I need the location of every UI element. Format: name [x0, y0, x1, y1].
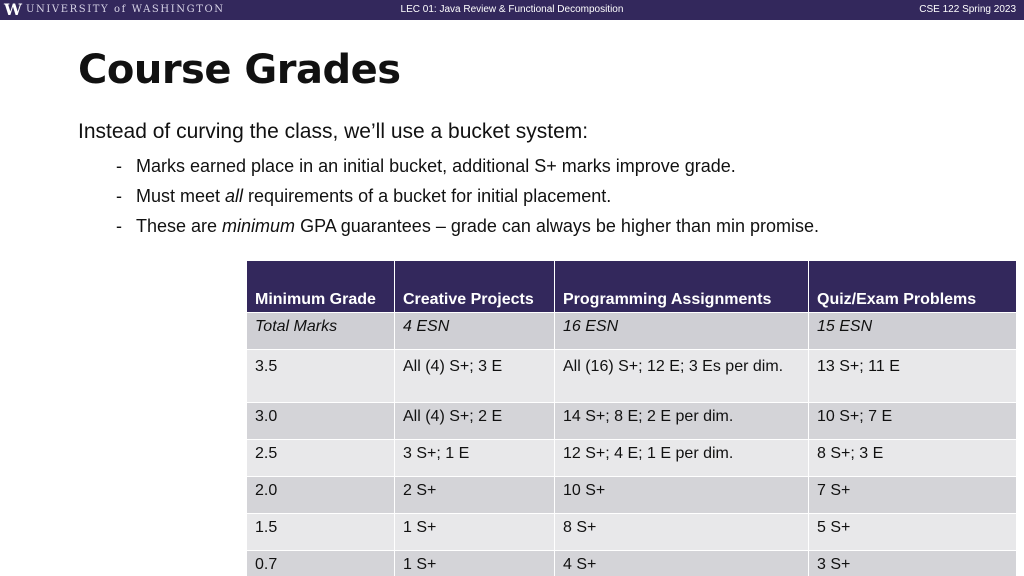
table-cell: 4 ESN	[395, 313, 555, 350]
table-cell: 1 S+	[395, 551, 555, 576]
table-cell: 4 S+	[555, 551, 809, 576]
column-header: Programming Assignments	[555, 261, 809, 313]
bullet-list	[116, 151, 819, 241]
table-cell: 1.5	[247, 514, 395, 551]
table-cell: 2.5	[247, 440, 395, 477]
column-header: Quiz/Exam Problems	[809, 261, 1017, 313]
table-header-row	[247, 261, 1017, 313]
table-row	[247, 551, 1017, 576]
uw-logo-icon: W	[4, 0, 22, 19]
table-cell: Total Marks	[247, 313, 395, 350]
table-cell: 13 S+; 11 E	[809, 350, 1017, 403]
bullet-item: - These are minimum GPA guarantees – grade can always be higher than min promise.	[116, 216, 820, 236]
table-cell: 16 ESN	[555, 313, 809, 350]
table-cell: 7 S+	[809, 477, 1017, 514]
table-cell: All (16) S+; 12 E; 3 Es per dim.	[555, 350, 809, 403]
table-cell: All (4) S+; 2 E	[395, 403, 555, 440]
table-cell: 10 S+	[555, 477, 809, 514]
table-row	[247, 440, 1017, 477]
column-header: Minimum Grade	[247, 261, 395, 313]
table-cell: 3 S+; 1 E	[395, 440, 555, 477]
grade-bucket-table	[246, 260, 1017, 576]
table-cell: 2.0	[247, 477, 395, 514]
table-cell: 3.0	[247, 403, 395, 440]
table-cell: 10 S+; 7 E	[809, 403, 1017, 440]
table-row	[247, 477, 1017, 514]
intro-text: Instead of curving the class, we’ll use a bucket system:	[78, 120, 589, 143]
table-cell: All (4) S+; 3 E	[395, 350, 555, 403]
table-cell: 15 ESN	[809, 313, 1017, 350]
table-cell: 12 S+; 4 E; 1 E per dim.	[555, 440, 809, 477]
page-title: Course Grades	[78, 47, 401, 93]
total-marks-row	[247, 313, 1017, 350]
bullet-item: - Marks earned place in an initial bucket, additional S+ marks improve grade.	[116, 156, 736, 176]
table-cell: 1 S+	[395, 514, 555, 551]
course-tag: CSE 122 Spring 2023	[919, 4, 1016, 15]
bullet-item: - Must meet all requirements of a bucket for initial placement.	[116, 186, 612, 206]
table-row	[247, 514, 1017, 551]
table-cell: 3.5	[247, 350, 395, 403]
table-cell: 14 S+; 8 E; 2 E per dim.	[555, 403, 809, 440]
table-cell: 3 S+	[809, 551, 1017, 576]
table-cell: 0.7	[247, 551, 395, 576]
university-name: UNIVERSITY of WASHINGTON	[26, 4, 225, 15]
lecture-title: LEC 01: Java Review & Functional Decomposition	[400, 4, 624, 15]
table-cell: 8 S+	[555, 514, 809, 551]
table-cell: 2 S+	[395, 477, 555, 514]
table-row	[247, 350, 1017, 403]
table-row	[247, 403, 1017, 440]
top-banner	[0, 0, 1024, 20]
table-cell: 5 S+	[809, 514, 1017, 551]
column-header: Creative Projects	[395, 261, 555, 313]
table-cell: 8 S+; 3 E	[809, 440, 1017, 477]
